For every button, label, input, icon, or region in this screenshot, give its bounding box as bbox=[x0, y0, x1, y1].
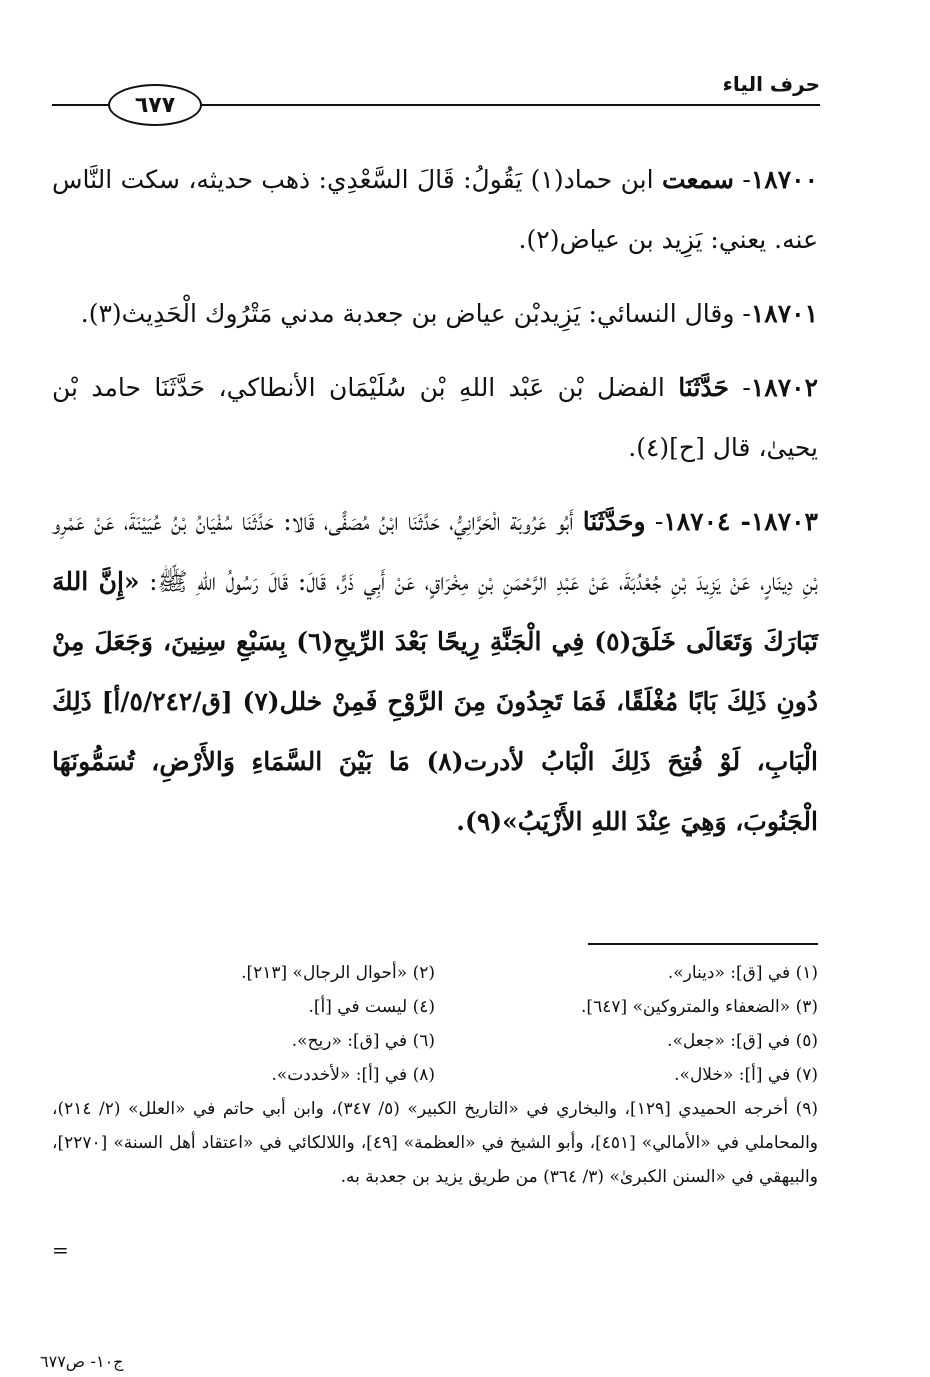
footnote-6: (٦) في [ق]: «ريح». bbox=[291, 1031, 435, 1051]
entry-text: أَبُو عَرُوبَة الْحَرَّانِيُّ، حَدَّثَنَا ابْنُ مُصَفًّى، قَالا: حَدَّثَنَا سُفْيَانُ بْنُ عُيَيْنَةَ، عَنْ عَمْرِو بْنِ دِينَارٍ، عَنْ يَزِيدَ بْنِ جُعْدُبَةَ، عَنْ عَبْدِ الرَّحْمَنِ بْنِ مِخْرَاقٍ، عَنْ أَبِي ذَرٍّ، قَالَ: قَالَ رَسُولُ اللهِ ﷺ: bbox=[52, 507, 818, 596]
footnote-row bbox=[52, 990, 818, 1024]
entry-text: الفضل بْن عَبْد اللهِ بْن سُلَيْمَان الأنطاكي، حَدَّثَنَا حامد بْن يحيىٰ، قال [ح](٤). bbox=[52, 373, 818, 462]
footnote-3: (٣) «الضعفاء والمتروكين» [٦٤٧]. bbox=[581, 997, 818, 1017]
entry-keyword: سمعت bbox=[661, 165, 734, 194]
footnote-rule bbox=[588, 943, 818, 945]
entry-keyword: وحَدَّثَنَا bbox=[582, 507, 646, 536]
continuation-mark: = bbox=[52, 1238, 69, 1262]
entry-18701: ١٨٧٠١- وقال النسائي: يَزِيدبْن عياض بن جعدبة مدني مَتْرُوك الْحَدِيث(٣). bbox=[80, 299, 818, 328]
footnote-row bbox=[52, 1058, 818, 1092]
footnote-row bbox=[52, 1024, 818, 1058]
footnote-4: (٤) ليست في [أ]. bbox=[308, 997, 435, 1017]
footnote-7: (٧) في [أ]: «خلال». bbox=[674, 1065, 818, 1085]
entry-text: ابن حماد(١) يَقُولُ: قَالَ السَّعْدِي: ذهب حديثه، سكت النَّاس عنه. يعني: يَزِيد بن عياض(٢). bbox=[52, 165, 818, 254]
page-footer-ref: ج١٠- ص٦٧٧ bbox=[40, 1352, 124, 1371]
footnote-9: (٩) أخرجه الحميدي [١٢٩]، والبخاري في «التاريخ الكبير» (٥/ ٣٤٧)، وابن أبي حاتم في «العلل» (٢/ ٢١٤)، والمحاملي في «الأمالي» [٤٥١]، وأبو الشيخ في «العظمة» [٤٩]، واللالكائي في «اعتقاد أهل السنة» [٢٢٧٠]، والبيهقي في «السنن الكبرىٰ» (٣/ ٣٦٤) من طريق يزيد بن جعدبة به. bbox=[52, 1099, 818, 1187]
entry-number: ١٨٧٠٠ bbox=[750, 165, 818, 194]
entry-18702: ١٨٧٠٢- حَدَّثَنَا الفضل بْن عَبْد اللهِ بْن سُلَيْمَان الأنطاكي، حَدَّثَنَا حامد بْن يحيىٰ، قال [ح](٤). bbox=[52, 373, 818, 462]
page-number-badge bbox=[108, 84, 202, 126]
footnotes bbox=[52, 956, 818, 1194]
entry-keyword: حَدَّثَنَا bbox=[678, 373, 729, 402]
entry-18703-18704: ١٨٧٠٣- ١٨٧٠٤- وحَدَّثَنَا أَبُو عَرُوبَة الْحَرَّانِيُّ، حَدَّثَنَا ابْنُ مُصَفًّى، قَالا: حَدَّثَنَا سُفْيَانُ بْنُ عُيَيْنَةَ، عَنْ عَمْرِو بْنِ دِينَارٍ، عَنْ يَزِيدَ بْنِ جُعْدُبَةَ، عَنْ عَبْدِ الرَّحْمَنِ بْنِ مِخْرَاقٍ، عَنْ أَبِي ذَرٍّ، قَالَ: قَالَ رَسُولُ اللهِ ﷺ: «إِنَّ اللهَ تَبَارَكَ وَتَعَالَى خَلَقَ(٥) فِي الْجَنَّةِ رِيحًا بَعْدَ الرِّيحِ(٦) بِسَبْعِ سِنِينَ، وَجَعَلَ مِنْ دُونِ ذَلِكَ بَابًا مُغْلَقًا، فَمَا تَجِدُونَ مِنَ الرَّوْحِ فَمِنْ خلل(٧) [ق/٥/٢٤٢/أ] ذَلِكَ الْبَابِ، لَوْ فُتِحَ ذَلِكَ الْبَابُ لأدرت(٨) مَا بَيْنَ السَّمَاءِ وَالأَرْضِ، تُسَمُّونَهَا الْجَنُوبَ، وَهِيَ عِنْدَ اللهِ الأَزْيَبُ»(٩). bbox=[52, 507, 818, 836]
footnote-1: (١) في [ق]: «دينار». bbox=[667, 963, 818, 983]
hadith-text: «إِنَّ اللهَ تَبَارَكَ وَتَعَالَى خَلَقَ(٥) فِي الْجَنَّةِ رِيحًا بَعْدَ الرِّيحِ(٦) بِسَبْعِ سِنِينَ، وَجَعَلَ مِنْ دُونِ ذَلِكَ بَابًا مُغْلَقًا، فَمَا تَجِدُونَ مِنَ الرَّوْحِ فَمِنْ خلل(٧) [ق/٥/٢٤٢/أ] ذَلِكَ الْبَابِ، لَوْ فُتِحَ ذَلِكَ الْبَابُ لأدرت(٨) مَا بَيْنَ السَّمَاءِ وَالأَرْضِ، تُسَمُّونَهَا الْجَنُوبَ، وَهِيَ عِنْدَ اللهِ الأَزْيَبُ»(٩). bbox=[52, 567, 818, 836]
footnote-8: (٨) في [أ]: «لأخددت». bbox=[271, 1065, 435, 1085]
footnote-5: (٥) في [ق]: «جعل». bbox=[667, 1031, 818, 1051]
entry-number: ١٨٧٠١ bbox=[750, 299, 818, 328]
entry-18700: ١٨٧٠٠- سمعت ابن حماد(١) يَقُولُ: قَالَ السَّعْدِي: ذهب حديثه، سكت النَّاس عنه. يعني: يَزِيد بن عياض(٢). bbox=[52, 165, 818, 254]
chapter-title: حرف الياء bbox=[722, 72, 820, 96]
entry-number: ١٨٧٠٢ bbox=[750, 373, 818, 402]
footnote-2: (٢) «أحوال الرجال» [٢١٣]. bbox=[241, 963, 435, 983]
page-number: ٦٧٧ bbox=[134, 92, 176, 118]
entry-text: وقال النسائي: يَزِيدبْن عياض بن جعدبة مدني مَتْرُوك الْحَدِيث(٣). bbox=[80, 299, 735, 328]
footnote-row bbox=[52, 956, 818, 990]
entry-number: ١٨٧٠٣- ١٨٧٠٤ bbox=[663, 507, 818, 536]
main-text bbox=[52, 150, 818, 866]
